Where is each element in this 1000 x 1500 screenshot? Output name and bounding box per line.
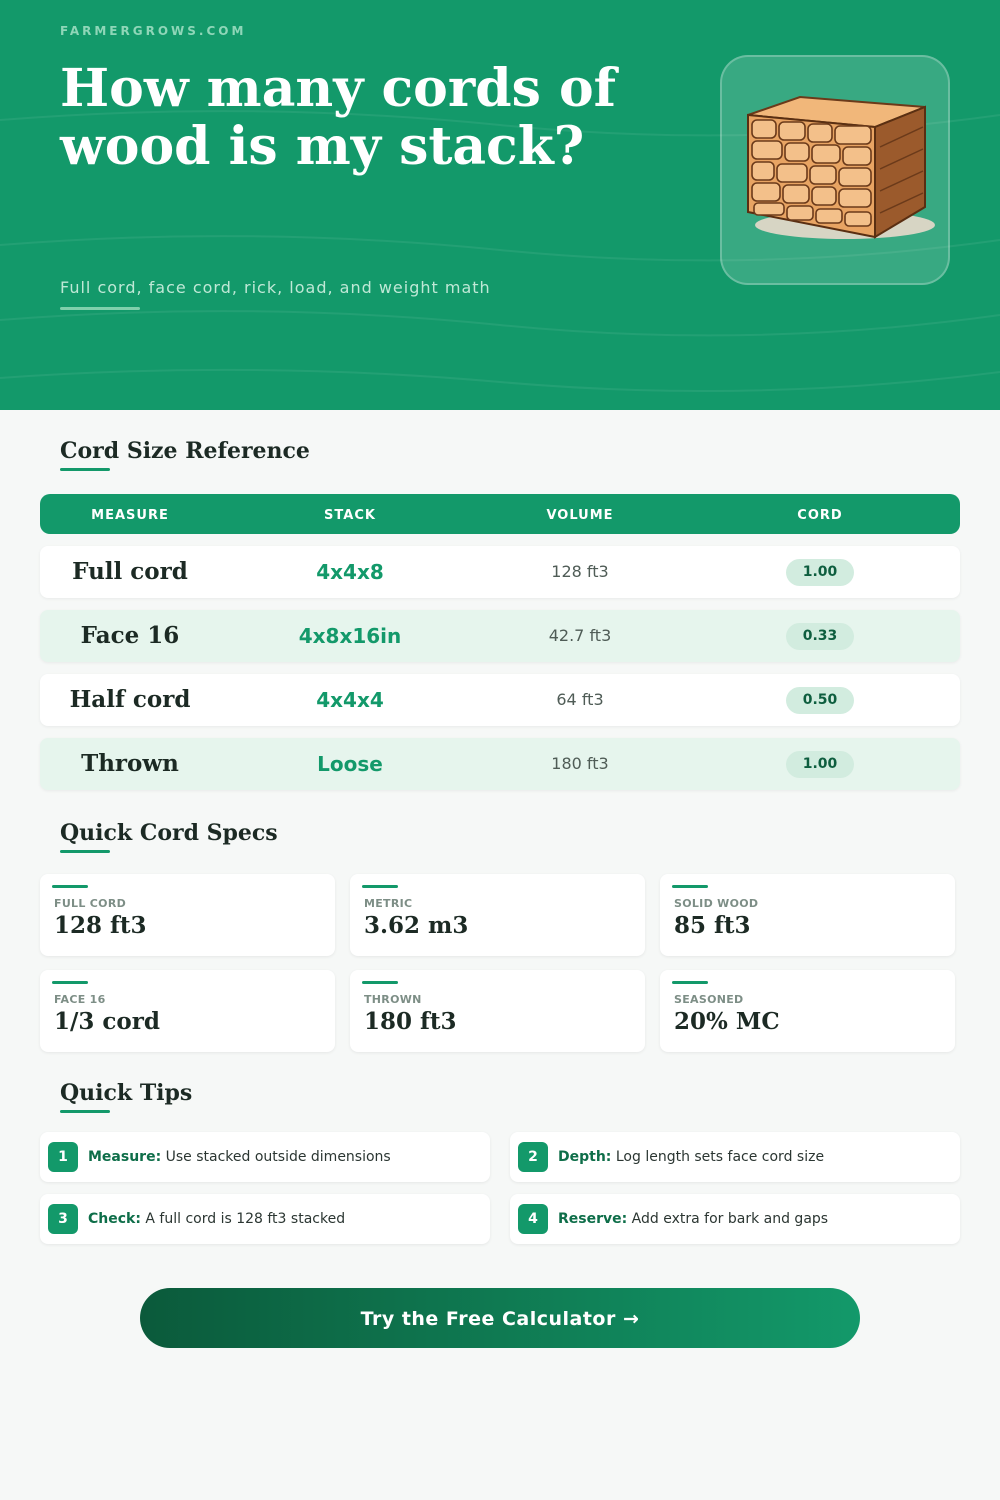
cord-badge: 1.00 bbox=[786, 751, 854, 778]
tips-section-title: Quick Tips bbox=[60, 1080, 193, 1106]
hero-banner bbox=[0, 0, 1000, 410]
tip-description: Use stacked outside dimensions bbox=[161, 1149, 391, 1165]
tip-keyword: Check: bbox=[88, 1211, 141, 1227]
table-row bbox=[40, 610, 960, 662]
tip-keyword: Reserve: bbox=[558, 1211, 628, 1227]
tip-text bbox=[558, 1132, 824, 1182]
spec-card bbox=[660, 874, 955, 956]
reference-title-underline bbox=[60, 468, 110, 471]
spec-card-accent bbox=[52, 981, 88, 984]
spec-card-accent bbox=[672, 981, 708, 984]
measure-cell: Face 16 bbox=[80, 622, 180, 649]
spec-card bbox=[350, 874, 645, 956]
firewood-stack-icon bbox=[740, 87, 935, 257]
tip-number-badge: 1 bbox=[48, 1142, 78, 1172]
tip-description: Add extra for bark and gaps bbox=[627, 1211, 829, 1227]
table-row bbox=[40, 674, 960, 726]
cord-badge: 0.33 bbox=[786, 623, 854, 650]
spec-card bbox=[660, 970, 955, 1052]
page-subtitle: Full cord, face cord, rick, load, and weight math bbox=[60, 278, 491, 297]
hero-image-card bbox=[720, 55, 950, 285]
spec-card-accent bbox=[362, 981, 398, 984]
spec-card-accent bbox=[672, 885, 708, 888]
spec-label: SOLID WOOD bbox=[674, 897, 759, 910]
tip-card bbox=[510, 1194, 960, 1244]
tip-card bbox=[510, 1132, 960, 1182]
spec-card bbox=[40, 970, 335, 1052]
calculator-cta-button[interactable]: Try the Free Calculator → bbox=[140, 1288, 860, 1348]
stack-cell: 4x8x16in bbox=[298, 624, 402, 648]
column-header-stack: STACK bbox=[324, 508, 376, 523]
reference-section-title: Cord Size Reference bbox=[60, 438, 310, 464]
table-row bbox=[40, 738, 960, 790]
spec-label: SEASONED bbox=[674, 993, 744, 1006]
spec-value: 3.62 m3 bbox=[364, 912, 469, 939]
page-title: How many cords of wood is my stack? bbox=[60, 58, 617, 177]
tip-keyword: Measure: bbox=[88, 1149, 162, 1165]
spec-label: FULL CORD bbox=[54, 897, 127, 910]
spec-value: 85 ft3 bbox=[674, 912, 751, 939]
stack-cell: 4x4x8 bbox=[316, 560, 384, 584]
column-header-cord: CORD bbox=[797, 508, 843, 523]
spec-card bbox=[350, 970, 645, 1052]
table-header bbox=[40, 494, 960, 534]
spec-label: METRIC bbox=[364, 897, 413, 910]
spec-value: 180 ft3 bbox=[364, 1008, 457, 1035]
tip-number-badge: 4 bbox=[518, 1204, 548, 1234]
tip-description: A full cord is 128 ft3 stacked bbox=[140, 1211, 346, 1227]
stack-cell: Loose bbox=[317, 752, 383, 776]
spec-value: 128 ft3 bbox=[54, 912, 147, 939]
site-name: FARMERGROWS.COM bbox=[60, 24, 247, 38]
tips-title-underline bbox=[60, 1110, 110, 1113]
specs-title-underline bbox=[60, 850, 110, 853]
measure-cell: Thrown bbox=[81, 750, 179, 777]
cord-badge: 0.50 bbox=[786, 687, 854, 714]
column-header-measure: MEASURE bbox=[91, 508, 169, 523]
table-row bbox=[40, 546, 960, 598]
cord-badge: 1.00 bbox=[786, 559, 854, 586]
tip-description: Log length sets face cord size bbox=[611, 1149, 825, 1165]
column-header-volume: VOLUME bbox=[546, 508, 614, 523]
tip-keyword: Depth: bbox=[558, 1149, 612, 1165]
specs-section-title: Quick Cord Specs bbox=[60, 820, 278, 846]
volume-cell: 42.7 ft3 bbox=[548, 626, 612, 645]
spec-value: 20% MC bbox=[674, 1008, 780, 1035]
tip-text bbox=[558, 1194, 828, 1244]
tip-number-badge: 3 bbox=[48, 1204, 78, 1234]
tip-number-badge: 2 bbox=[518, 1142, 548, 1172]
tip-text bbox=[88, 1194, 345, 1244]
volume-cell: 64 ft3 bbox=[556, 690, 604, 709]
tip-card bbox=[40, 1194, 490, 1244]
volume-cell: 128 ft3 bbox=[551, 562, 609, 581]
spec-label: THROWN bbox=[364, 993, 422, 1006]
spec-card bbox=[40, 874, 335, 956]
spec-value: 1/3 cord bbox=[54, 1008, 160, 1035]
spec-card-accent bbox=[52, 885, 88, 888]
spec-label: FACE 16 bbox=[54, 993, 106, 1006]
tip-text bbox=[88, 1132, 391, 1182]
measure-cell: Half cord bbox=[69, 686, 191, 713]
measure-cell: Full cord bbox=[72, 558, 188, 585]
stack-cell: 4x4x4 bbox=[316, 688, 384, 712]
subtitle-underline bbox=[60, 307, 140, 310]
spec-card-accent bbox=[362, 885, 398, 888]
volume-cell: 180 ft3 bbox=[551, 754, 609, 773]
tip-card bbox=[40, 1132, 490, 1182]
